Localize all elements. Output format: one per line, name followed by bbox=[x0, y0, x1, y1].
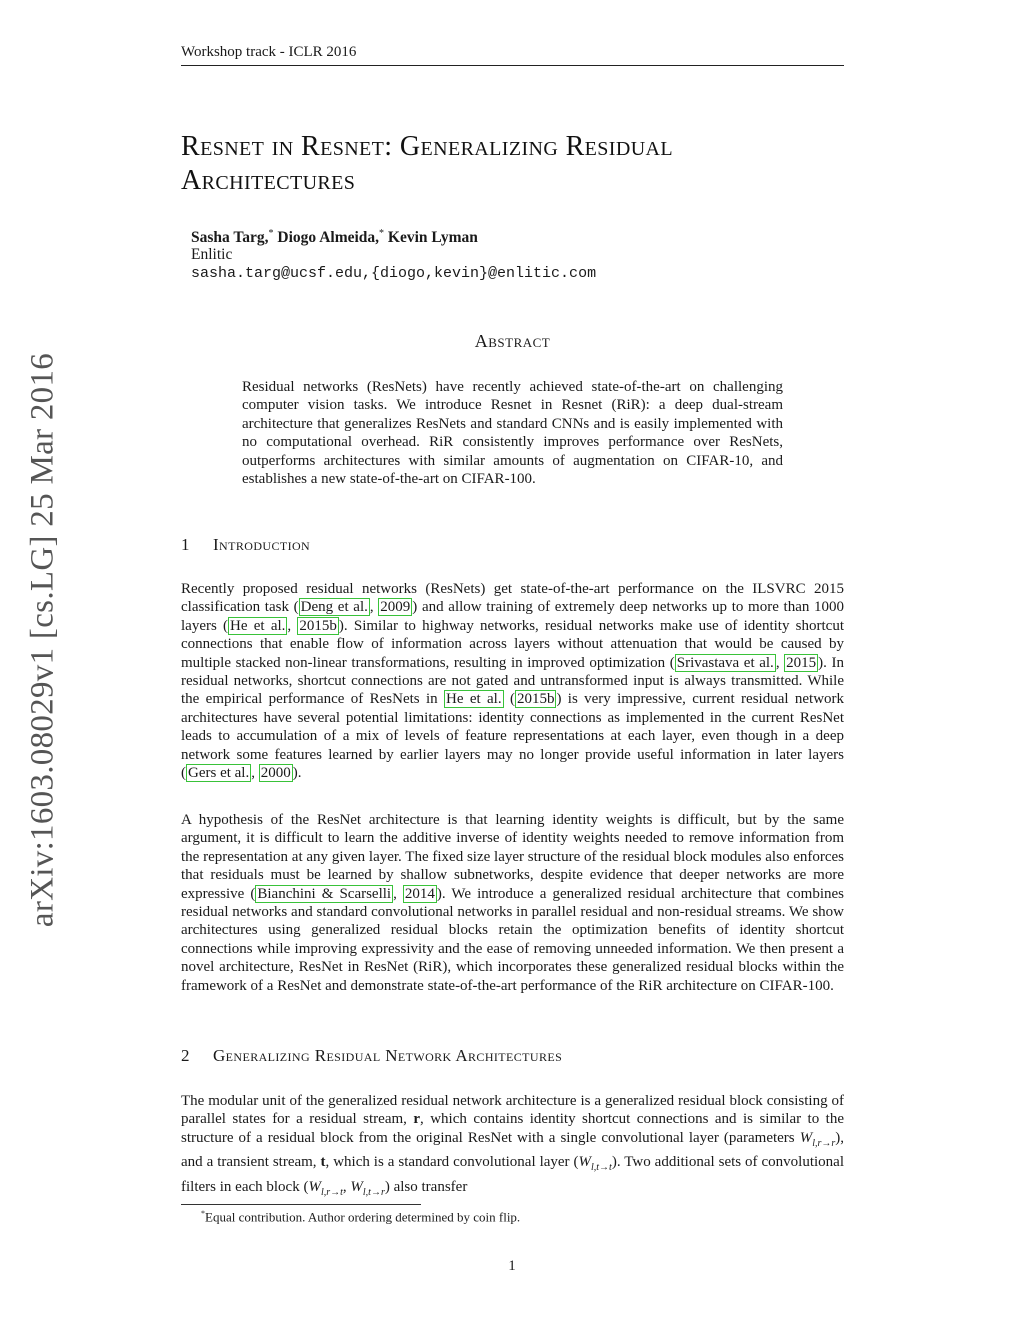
section2-paragraph-1: The modular unit of the generalized residual network architecture is a generalized residual block consisting of parallel states for a residual stream, r, which contains identity shortcut connections and is similar to the structure of a residual block from the original ResNet with a single convolutional layer (parameters $W_{l,r\to r}$), and a transient stream, t, which is a standard convolutional layer $(W_{l,t\to t})$. Two additional sets of convolutional filters in each block ($W_{l,r\to t}$, $W_{l,t\to r}$) also transfer bbox=[181, 1093, 844, 1198]
running-header: Workshop track - ICLR 2016 bbox=[181, 44, 357, 60]
intro-paragraph-1: Recently proposed residual networks (ResNets) get state-of-the-art performance on the ILSVRC 2015 classification task ( Deng et al. , 2009 ) and allow training of extremely deep networks up to more than 1000 layers ( He et al. , 2015b ). Similar to highway networks, residual networks make use of identity shortcut connections that enable flow of information across layers without attenuation that would be caused by multiple stacked non-linear transformations, resulting in improved optimization ( Srivastava et al. , 2015 ). In residual networks, shortcut connections are not gated and untransformed input is always transmitted. While the empirical performance of ResNets in He et al. ( 2015b ) is very impressive, current residual network architectures have several potential limitations: identity connections as implemented in the current ResNet leads to accumulation of a mix of levels of feature representations at each layer, even though in a deep network some features learned by earlier layers may no longer provide useful information in later layers ( Gers et al. , 2000 ). bbox=[181, 581, 845, 782]
citation-link[interactable]: 2015b bbox=[299, 617, 337, 634]
header-rule bbox=[181, 65, 844, 66]
affiliation: Enlitic bbox=[191, 246, 233, 263]
abstract-body: Residual networks (ResNets) have recently achieved state-of-the-art on challenging computer vision tasks. We introduce Resnet in Resnet (RiR): a deep dual-stream architecture that generalizes ResNets and standard CNNs and is easily implemented with no computational overhead. RiR consistently improves performance over ResNets, outperforms architectures with similar amounts of augmentation on CIFAR-10, and establishes a new state-of-the-art on CIFAR-100. bbox=[242, 379, 783, 488]
author-1: Sasha Targ, bbox=[191, 229, 269, 247]
section-heading-generalizing bbox=[181, 1046, 562, 1066]
arxiv-id-label[interactable]: arXiv:1603.08029v1 [cs.LG] 25 Mar 2016 bbox=[24, 352, 61, 928]
citation-link[interactable]: 2015 bbox=[786, 654, 817, 671]
footnote bbox=[201, 1209, 520, 1225]
author-2: Diogo Almeida, bbox=[277, 229, 380, 247]
residual-stream-symbol: r bbox=[413, 1111, 421, 1128]
section-number: 2 bbox=[181, 1046, 190, 1065]
citation-link[interactable]: 2009 bbox=[380, 599, 411, 616]
footnote-rule bbox=[181, 1204, 421, 1205]
section-heading-introduction bbox=[181, 535, 310, 555]
author-emails[interactable]: sasha.targ@ucsf.edu,{diogo,kevin}@enlitic.com bbox=[191, 265, 597, 282]
author-3: Kevin Lyman bbox=[387, 229, 478, 247]
paper-title: Resnet in Resnet: Generalizing Residual Architectures bbox=[181, 131, 674, 196]
citation-link[interactable]: 2015b bbox=[516, 691, 555, 708]
equal-contrib-mark: * bbox=[268, 228, 274, 239]
citation-link[interactable]: Gers et al. bbox=[188, 765, 250, 782]
footnote-text: Equal contribution. Author ordering determined by coin flip. bbox=[205, 1209, 521, 1225]
equal-contrib-mark: * bbox=[379, 228, 385, 239]
citation-link[interactable]: He et al. bbox=[230, 617, 286, 634]
section-number: 1 bbox=[181, 535, 190, 554]
citation-link[interactable]: Bianchini & Scarselli bbox=[257, 885, 392, 902]
footnote-mark: * bbox=[201, 1209, 205, 1218]
citation-link[interactable]: He et al. bbox=[446, 691, 502, 708]
author-list bbox=[191, 228, 478, 247]
section-title: Generalizing Residual Network Architectures bbox=[213, 1046, 563, 1065]
intro-paragraph-2: A hypothesis of the ResNet architecture is that learning identity weights is difficult, but by the same argument, it is difficult to learn the additive inverse of identity weights needed to remove information from the representation at any given layer. The fixed size layer structure of the residual block modules also enforces that residuals must be learned by shallow subnetworks, despite evidence that deeper networks are more expressive ( Bianchini & Scarselli , 2014 ). We introduce a generalized residual architecture that combines residual networks and standard convolutional networks in parallel residual and non-residual streams. We show architectures using generalized residual blocks retain the optimization benefits of identity shortcut connections while improving expressivity and the ease of removing unneeded information. We then present a novel architecture, ResNet in ResNet (RiR), which incorporates these generalized residual blocks within the framework of a ResNet and demonstrate state-of-the-art performance of the RiR architecture on CIFAR-100. bbox=[181, 812, 844, 994]
citation-link[interactable]: 2000 bbox=[260, 765, 291, 782]
transient-stream-symbol: t bbox=[320, 1154, 326, 1171]
abstract-heading: Abstract bbox=[474, 331, 551, 351]
citation-link[interactable]: Deng et al. bbox=[300, 599, 368, 616]
citation-link[interactable]: Srivastava et al. bbox=[676, 654, 774, 671]
citation-link[interactable]: 2014 bbox=[404, 885, 435, 902]
page-number: 1 bbox=[508, 1258, 516, 1274]
section-title: Introduction bbox=[213, 535, 311, 554]
